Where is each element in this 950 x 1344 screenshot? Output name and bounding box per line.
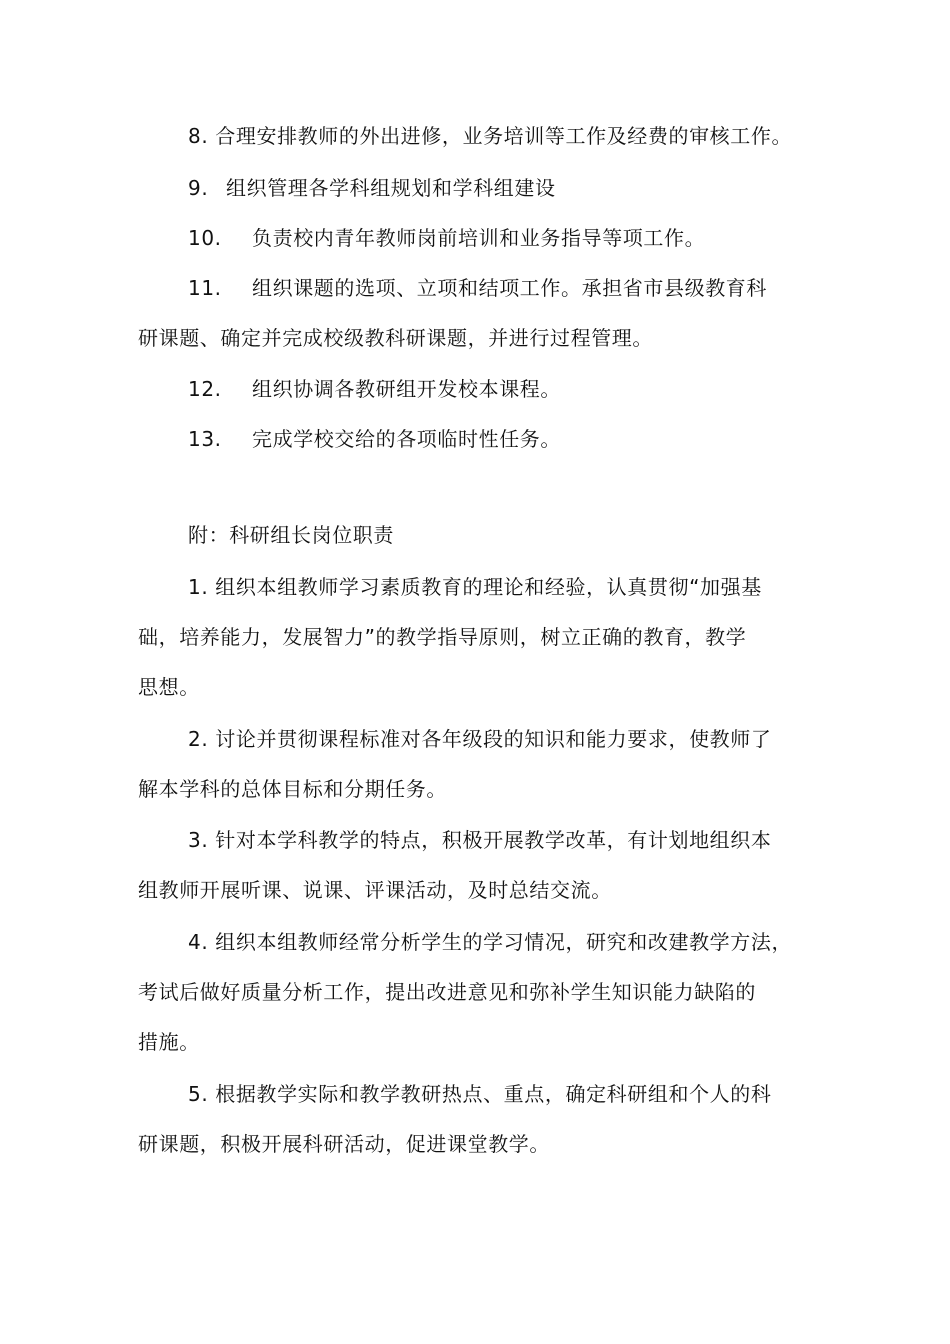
item-text: 根据教学实际和教学教研热点、重点，确定科研组和个人的科 (215, 1082, 772, 1106)
item-text: 思想。 (138, 675, 200, 699)
duty-2-continued (138, 776, 828, 802)
item-text: 解本学科的总体目标和分期任务。 (138, 777, 447, 801)
duty-2 (188, 726, 878, 752)
item-number: 2. (188, 727, 209, 751)
item-number: 1. (188, 575, 209, 599)
item-text: 完成学校交给的各项临时性任务。 (252, 427, 561, 451)
item-text: 组织管理各学科组规划和学科组建设 (226, 176, 556, 200)
item-text: 组织课题的选项、立项和结项工作。承担省市县级教育科 (252, 276, 767, 300)
item-number: 4. (188, 930, 209, 954)
item-text: 研课题、确定并完成校级教科研课题，并进行过程管理。 (138, 326, 653, 350)
heading-text: 附：科研组长岗位职责 (188, 523, 394, 547)
duty-3-continued (138, 877, 828, 903)
duty-4-continued (138, 979, 828, 1005)
item-text: 组织协调各教研组开发校本课程。 (252, 377, 561, 401)
item-number: 3. (188, 828, 209, 852)
item-10 (188, 225, 878, 251)
item-text: 组织本组教师经常分析学生的学习情况，研究和改建教学方法， (215, 930, 793, 954)
item-text: 合理安排教师的外出进修，业务培训等工作及经费的审核工作。 (215, 124, 793, 148)
item-text: 组织本组教师学习素质教育的理论和经验，认真贯彻“加强基 (215, 575, 762, 599)
appendix-heading (188, 522, 878, 548)
item-11-continued (138, 325, 828, 351)
duty-1-continued (138, 674, 828, 700)
item-text: 措施。 (138, 1030, 200, 1054)
duty-1 (188, 574, 878, 600)
duty-4 (188, 929, 878, 955)
item-text: 础，培养能力，发展智力”的教学指导原则，树立正确的教育，教学 (138, 625, 747, 649)
item-text: 研课题，积极开展科研活动，促进课堂教学。 (138, 1132, 550, 1156)
item-number: 5. (188, 1082, 209, 1106)
item-text: 负责校内青年教师岗前培训和业务指导等项工作。 (252, 226, 706, 250)
duty-5-continued (138, 1131, 828, 1157)
duty-5 (188, 1081, 878, 1107)
item-9 (188, 175, 878, 201)
item-text: 考试后做好质量分析工作，提出改进意见和弥补学生知识能力缺陷的 (138, 980, 756, 1004)
item-number: 8. (188, 124, 209, 148)
item-text: 讨论并贯彻课程标准对各年级段的知识和能力要求，使教师了 (215, 727, 772, 751)
item-number: 13. (188, 427, 222, 451)
item-12 (188, 376, 878, 402)
item-number: 12. (188, 377, 222, 401)
item-8 (188, 123, 878, 149)
item-text: 针对本学科教学的特点，积极开展教学改革，有计划地组织本 (215, 828, 772, 852)
item-number: 10. (188, 226, 222, 250)
duty-3 (188, 827, 878, 853)
item-text: 组教师开展听课、说课、评课活动，及时总结交流。 (138, 878, 612, 902)
duty-1-continued (138, 624, 828, 650)
item-number: 11. (188, 276, 222, 300)
duty-4-continued (138, 1029, 828, 1055)
item-number: 9. (188, 176, 209, 200)
item-11 (188, 275, 878, 301)
item-13 (188, 426, 878, 452)
